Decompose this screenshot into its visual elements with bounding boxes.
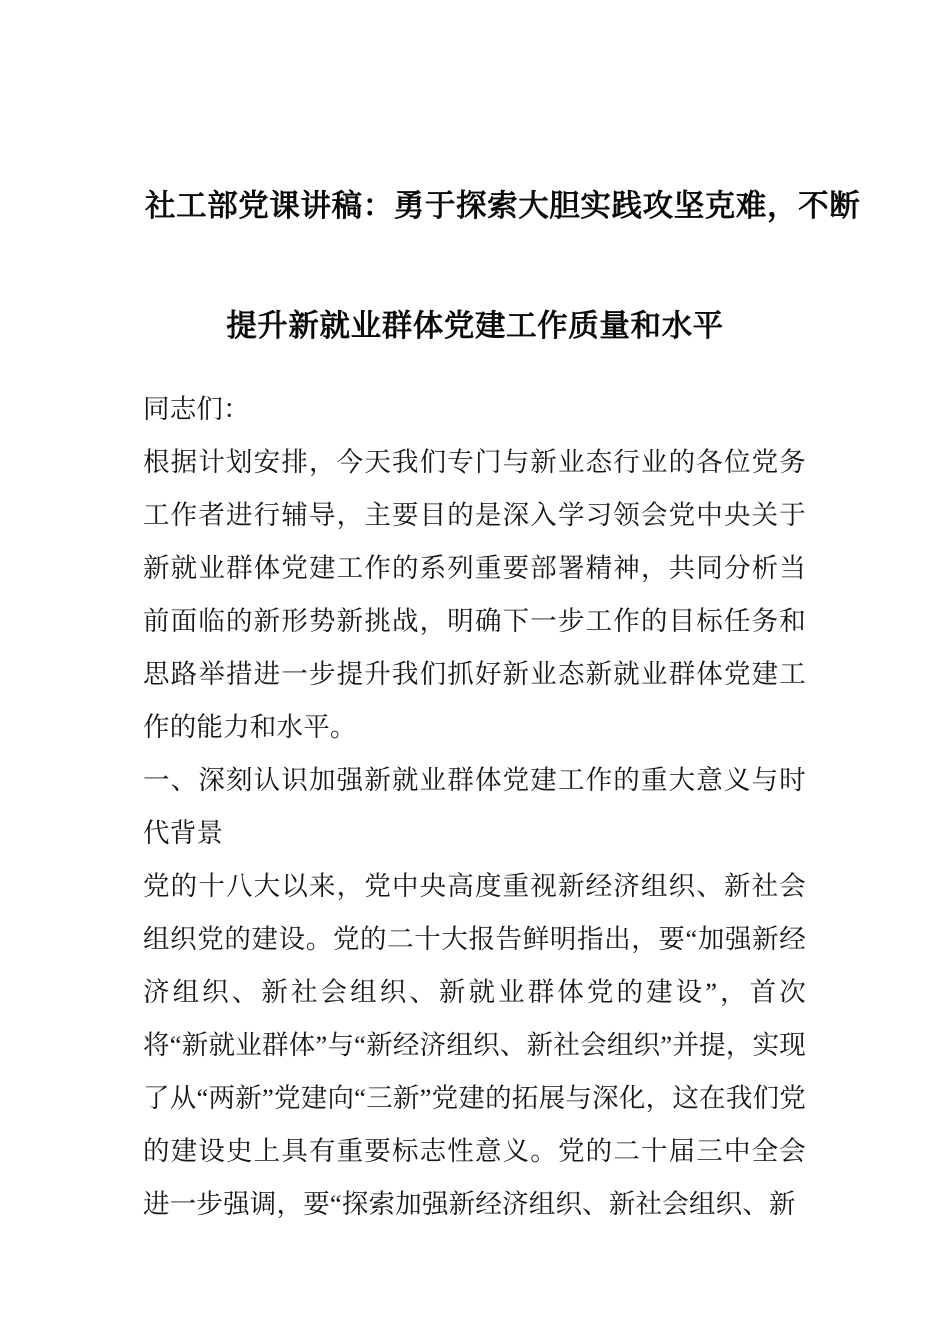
section-heading-one: 一、深刻认识加强新就业群体党建工作的重大意义与时代背景 [143,765,806,848]
body-paragraph: 党的十八大以来，党中央高度重视新经济组织、新社会组织党的建设。党的二十大报告鲜明指出，要“加强新经济组织、新社会组织、新就业群体党的建设”，首次将“新就业群体”与“新经济组织、新社会组织”并提，实现了从“两新”党建向“三新”党建的拓展与深化，这在我们党的建设史上具有重要标志性意义。党的二十届三中全会进一步强调，要“探索加强新经济组织、新社会组织、新 [143,871,806,1219]
body-paragraph: 根据计划安排，今天我们专门与新业态行业的各位党务工作者进行辅导，主要目的是深入学习领会党中央关于新就业群体党建工作的系列重要部署精神，共同分析当前面临的新形势新挑战，明确下一步工作的目标任务和思路举措进一步提升我们抓好新业态新就业群体党建工作的能力和水平。 [143,447,806,742]
document-title-line-2: 提升新就业群体党建工作质量和水平 [226,309,724,343]
document-title [143,146,861,386]
document-title-line-1: 社工部党课讲稿：勇于探索大胆实践攻坚克难，不断 [145,189,861,223]
document-body [143,383,806,1231]
salutation: 同志们： [143,394,250,424]
